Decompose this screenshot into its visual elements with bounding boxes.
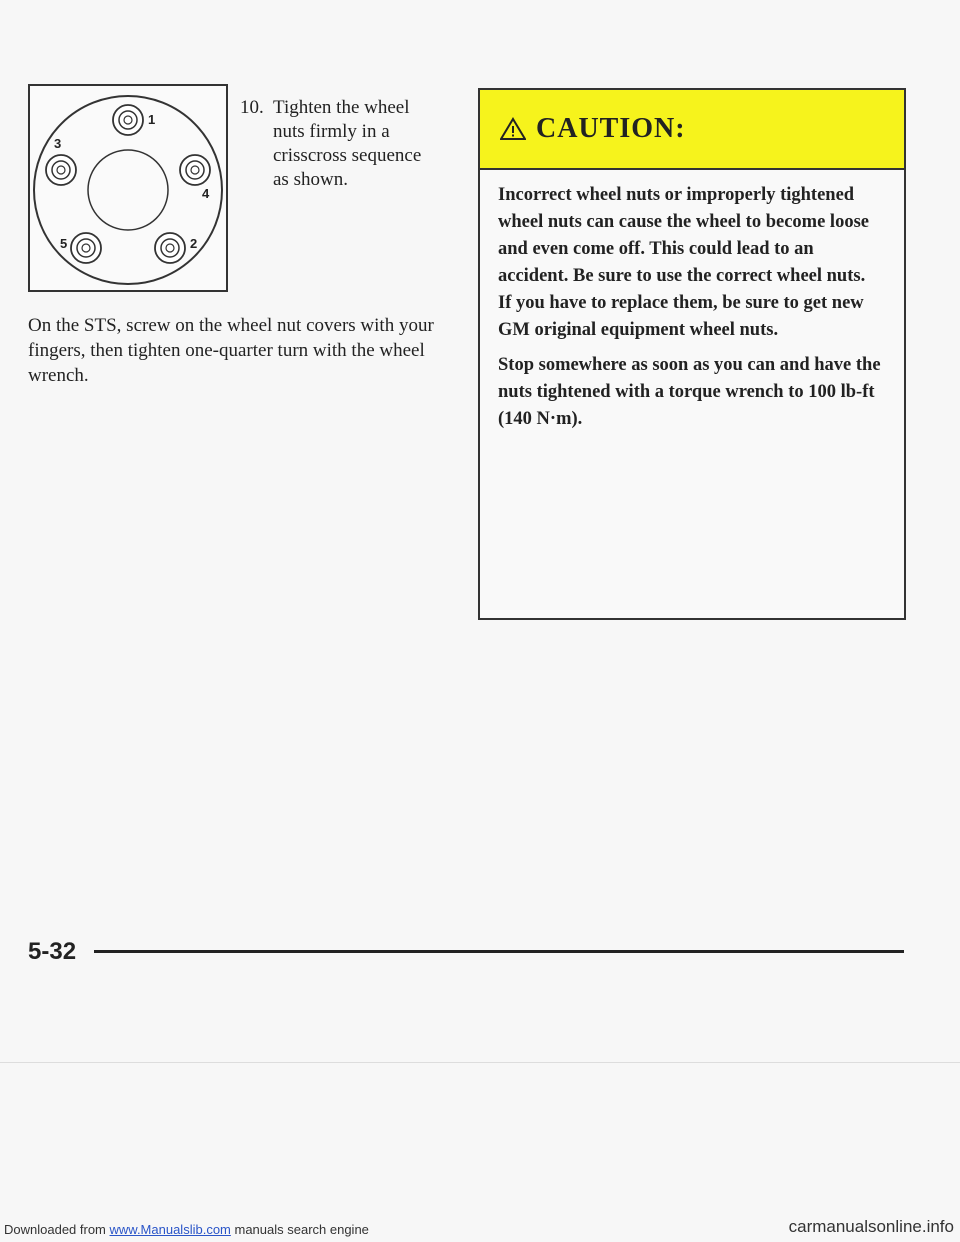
step-10 bbox=[240, 96, 440, 192]
caution-title: CAUTION: bbox=[536, 113, 686, 144]
wheel-nut-5 bbox=[71, 233, 101, 263]
caution-paragraph-1: Incorrect wheel nuts or improperly tightened wheel nuts can cause the wheel to become loose and even come off. This could lead to an accident. Be sure to use the correct wheel nuts. If you have to replace them, be sure to get new GM original equipment wheel nuts. bbox=[498, 185, 869, 340]
caution-paragraph-2: Stop somewhere as soon as you can and have the nuts tightened with a torque wrench to 100 lb-ft (140 N·m). bbox=[498, 355, 881, 429]
caution-box bbox=[478, 88, 906, 620]
manualslib-link[interactable]: www.Manualslib.com bbox=[109, 1222, 231, 1237]
wheel-nut-1 bbox=[113, 105, 143, 135]
footer-divider bbox=[0, 1062, 960, 1063]
watermark: carmanualsonline.info bbox=[788, 1217, 954, 1236]
nut-label-5: 5 bbox=[60, 236, 68, 251]
footer-prefix: Downloaded from bbox=[4, 1222, 110, 1237]
step-number: 10. bbox=[240, 97, 264, 118]
nut-label-2: 2 bbox=[190, 236, 198, 251]
footer-suffix: manuals search engine bbox=[230, 1222, 369, 1237]
caution-body bbox=[480, 170, 904, 433]
wheel-nut-diagram bbox=[28, 84, 228, 292]
wheel-hub-center bbox=[88, 150, 168, 230]
sts-instructions: On the STS, screw on the wheel nut covers with your fingers, then tighten one-quarter turn with the wheel wrench. bbox=[28, 315, 434, 386]
download-footer bbox=[4, 1222, 369, 1237]
nut-label-1: 1 bbox=[148, 112, 156, 127]
caution-header bbox=[480, 90, 904, 170]
warning-triangle-icon bbox=[500, 117, 526, 141]
wheel-nut-2 bbox=[155, 233, 185, 263]
nut-label-3: 3 bbox=[54, 136, 62, 151]
step-text: Tighten the wheel nuts firmly in a crisscross sequence as shown. bbox=[273, 97, 422, 190]
page-divider bbox=[94, 950, 904, 953]
nut-label-4: 4 bbox=[202, 186, 210, 201]
wheel-nut-3 bbox=[46, 155, 76, 185]
page-number: 5-32 bbox=[28, 938, 77, 965]
wheel-nut-4 bbox=[180, 155, 210, 185]
wheel-hub-drawing bbox=[30, 86, 226, 290]
